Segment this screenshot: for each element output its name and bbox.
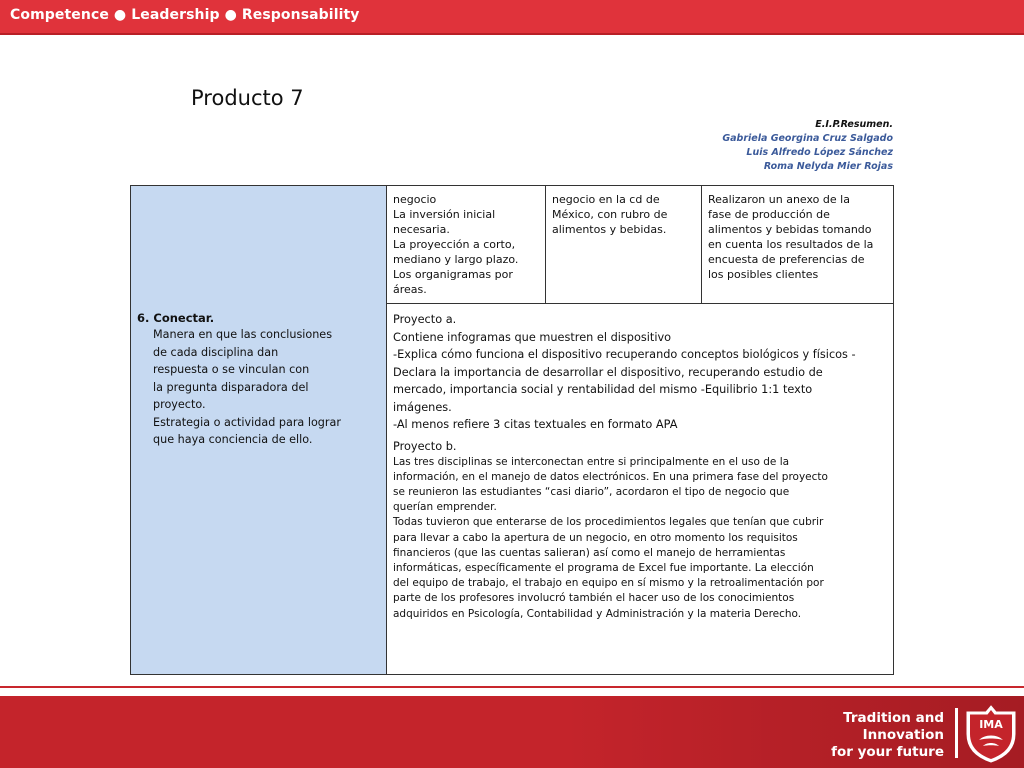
left-column	[131, 186, 387, 674]
proyecto-b-line: financieros (que las cuentas salieran) así como el manejo de herramientas	[393, 546, 786, 559]
proyecto-b-heading: Proyecto b.	[393, 439, 457, 453]
proyecto-a-line: Contiene infogramas que muestren el dispositivo	[393, 330, 672, 344]
author-name: Luis Alfredo López Sánchez	[746, 147, 893, 158]
slide-title: Producto 7	[191, 86, 304, 110]
cell-line: áreas.	[393, 283, 427, 296]
author-name: Gabriela Georgina Cruz Salgado	[722, 133, 893, 144]
proyecto-b-line: parte de los profesores involucró también el hacer uso de los conocimientos	[393, 592, 795, 605]
proyecto-a-block	[393, 311, 887, 434]
description-line: Estrategia o actividad para lograr	[153, 415, 341, 429]
footer-motto	[831, 710, 944, 761]
cell-line: México, con rubro de	[552, 208, 668, 221]
proyecto-b-line: Todas tuvieron que enterarse de los procedimientos legales que tenían que cubrir	[393, 516, 824, 529]
cell-line: alimentos y bebidas tomando	[708, 223, 872, 236]
proyecto-b-line: querían emprender.	[393, 501, 497, 514]
authors-heading: E.I.P.Resumen.	[815, 119, 893, 130]
description-line: que haya conciencia de ello.	[153, 433, 313, 446]
cell-line: Realizaron un anexo de la	[708, 193, 850, 206]
cell-line: en cuenta los resultados de la	[708, 238, 874, 251]
proyecto-a-line: -Explica cómo funciona el dispositivo recuperando conceptos biológicos y físicos -	[393, 348, 856, 361]
proyecto-a-line: Declara la importancia de desarrollar el dispositivo, recuperando estudio de	[393, 365, 823, 379]
cell-line: La proyección a corto,	[393, 238, 516, 251]
proyecto-a-line: mercado, importancia social y rentabilidad del mismo -Equilibrio 1:1 texto	[393, 383, 813, 396]
cell-line: necesaria.	[393, 223, 450, 236]
section-heading: 6. Conectar.	[137, 311, 215, 325]
footer-gap	[0, 688, 1024, 692]
cell-line: fase de producción de	[708, 208, 830, 221]
header-bar	[0, 0, 1024, 33]
cell-line: Los organigramas por	[393, 268, 513, 281]
header-tagline: Competence ● Leadership ● Responsability	[10, 7, 360, 23]
proyecto-b-line: del equipo de trabajo, el trabajo en equipo en sí mismo y la retroalimentación por	[393, 577, 824, 590]
cell-line: alimentos y bebidas.	[552, 223, 667, 236]
motto-line: Tradition and	[843, 710, 944, 726]
author-name: Roma Nelyda Mier Rojas	[763, 161, 893, 172]
cell-line: negocio en la cd de	[552, 193, 660, 206]
proyecto-b-line: adquiridos en Psicología, Contabilidad y Administración y la materia Derecho.	[393, 607, 802, 620]
proyecto-b-block	[393, 455, 887, 622]
proyecto-a-line: Proyecto a.	[393, 313, 457, 326]
table-cell-location	[546, 186, 702, 304]
proyecto-b-line: para llevar a cabo la apertura de un negocio, en otro momento los requisitos	[393, 531, 798, 544]
cell-line: La inversión inicial	[393, 208, 496, 221]
proyecto-b-line: informáticas, específicamente el programa de Excel fue importante. La elección	[393, 561, 814, 574]
description-line: proyecto.	[153, 398, 206, 411]
table-cell-negocio	[387, 186, 546, 304]
table-cell-proyectos	[387, 304, 893, 674]
proyecto-a-line: -Al menos refiere 3 citas textuales en formato APA	[393, 418, 678, 431]
cell-line: negocio	[393, 193, 437, 206]
motto-line: for your future	[831, 744, 944, 760]
proyecto-b-line: Las tres disciplinas se interconectan entre si principalmente en el uso de la	[393, 455, 790, 468]
cell-line: encuesta de preferencias de	[708, 253, 865, 266]
description-line: Manera en que las conclusiones	[153, 328, 333, 341]
proyecto-b-line: información, en el manejo de datos electrónicos. En una primera fase del proyecto	[393, 470, 828, 483]
description-line: respuesta o se vinculan con	[153, 363, 310, 376]
header-divider	[0, 33, 1024, 35]
motto-line: Innovation	[862, 727, 944, 743]
description-line: de cada disciplina dan	[153, 345, 279, 359]
document-table	[130, 185, 894, 675]
proyecto-a-line: imágenes.	[393, 400, 452, 414]
table-cell-anexo	[702, 186, 893, 304]
cell-line: mediano y largo plazo.	[393, 253, 519, 266]
description-line: la pregunta disparadora del	[153, 380, 309, 394]
cell-line: los posibles clientes	[708, 268, 819, 281]
section-description	[153, 326, 378, 449]
ima-shield-logo	[963, 704, 1019, 764]
footer-bar	[0, 696, 1024, 768]
authors-block	[722, 118, 893, 174]
proyecto-b-line: se reunieron las estudiantes “casi diario”, acordaron el tipo de negocio que	[393, 485, 790, 498]
footer-separator	[955, 708, 958, 758]
logo-text: IMA	[979, 718, 1003, 731]
